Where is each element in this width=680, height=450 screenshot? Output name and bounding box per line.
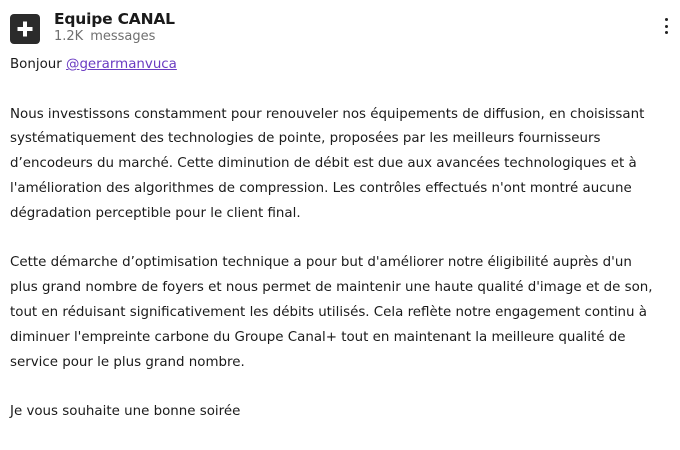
avatar[interactable] xyxy=(10,14,40,44)
message-count-value: 1.2K xyxy=(54,29,84,44)
message-paragraph-2: Cette démarche d’optimisation technique a pour but d'améliorer notre éligibilité auprès d'un plus grand nombre de foyers et nous permet de maintenir une haute qualité d'image et de son, tout en réduisant significativement les débits utilisés. Cela reflète notre engagement continu à diminuer l'empreinte carbone du Groupe Canal+ tout en maintenant la meilleure qualité de service pour le plus grand nombre. xyxy=(10,255,653,370)
more-options-button[interactable] xyxy=(660,18,672,40)
plus-icon xyxy=(10,14,40,44)
author-name[interactable]: Equipe CANAL xyxy=(54,10,175,28)
message-body xyxy=(10,53,660,450)
user-mention-link[interactable]: @gerarmanvuca xyxy=(66,57,177,72)
greeting-line xyxy=(10,53,660,78)
message-paragraph-1: Nous investissons constamment pour renouveler nos équipements de diffusion, en choisissant systématiquement des technologies de pointe, proposées par les meilleurs fournisseurs d’encodeurs du marché. Cette diminution de débit est due aux avancées technologiques et à l'amélioration des algorithmes de compression. Les contrôles effectués n'ont montré aucune dégradation perceptible pour le client final. xyxy=(10,106,645,221)
author-message-count xyxy=(54,29,155,44)
greeting-text: Bonjour xyxy=(10,57,62,72)
vertical-ellipsis-icon xyxy=(660,18,672,34)
closing-line: Je vous souhaite une bonne soirée xyxy=(10,404,241,420)
message-header xyxy=(10,10,672,46)
message-count-label: messages xyxy=(90,29,156,44)
